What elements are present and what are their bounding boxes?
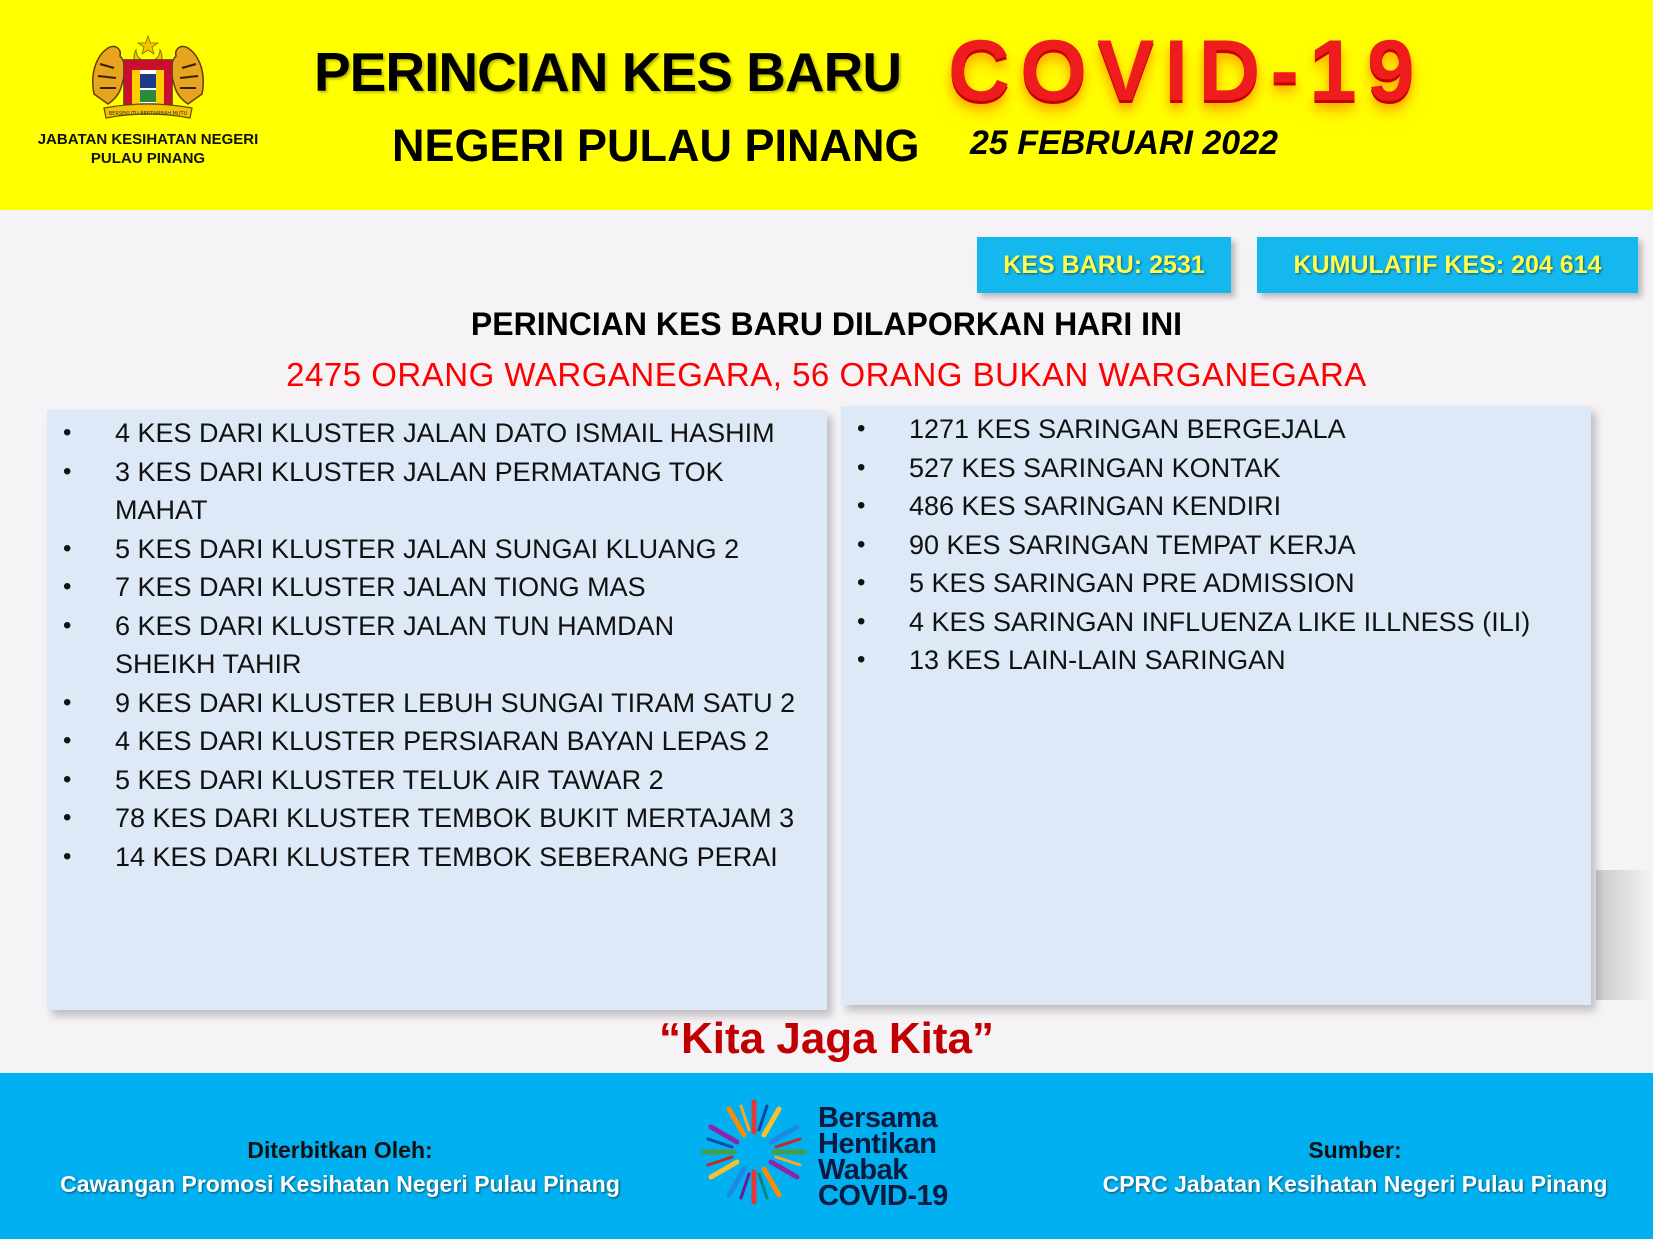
campaign-line2: Hentikan	[818, 1128, 937, 1160]
new-cases-badge: KES BARU: 2531	[977, 237, 1231, 293]
agency-name-line1: JABATAN KESIHATAN NEGERI	[37, 131, 259, 148]
section-title: PERINCIAN KES BARU DILAPORKAN HARI INI	[470, 306, 1183, 342]
cluster-panel	[47, 410, 827, 1010]
panel-shadow-decor	[1596, 870, 1653, 1000]
list-item: • 5 KES SARINGAN PRE ADMISSION	[909, 564, 1589, 603]
list-item: • 7 KES DARI KLUSTER JALAN TIONG MAS	[115, 568, 815, 607]
list-item: • 4 KES DARI KLUSTER JALAN DATO ISMAIL HASHIM	[115, 414, 815, 453]
list-item: • 6 KES DARI KLUSTER JALAN TUN HAMDAN SHEIKH TAHIR	[115, 607, 815, 684]
campaign-line4: COVID-19	[818, 1180, 948, 1212]
list-item: • 527 KES SARINGAN KONTAK	[909, 449, 1589, 488]
covid-title: COVID-19	[948, 23, 1425, 119]
agency-name-line2: PULAU PINANG	[90, 150, 206, 167]
list-item: • 4 KES DARI KLUSTER PERSIARAN BAYAN LEPAS 2	[115, 722, 815, 761]
list-item: • 5 KES DARI KLUSTER TELUK AIR TAWAR 2	[115, 761, 815, 800]
section-subtitle: 2475 ORANG WARGANEGARA, 56 ORANG BUKAN WARGANEGARA	[286, 356, 1367, 393]
screening-panel	[841, 406, 1591, 1005]
list-item: • 78 KES DARI KLUSTER TEMBOK BUKIT MERTAJAM 3	[115, 799, 815, 838]
state-title: NEGERI PULAU PINANG	[392, 120, 920, 171]
campaign-line1: Bersama	[818, 1102, 938, 1134]
campaign-text	[818, 1102, 948, 1212]
list-item: • 3 KES DARI KLUSTER JALAN PERMATANG TOK MAHAT	[115, 453, 815, 530]
list-item: • 90 KES SARINGAN TEMPAT KERJA	[909, 526, 1589, 565]
agency-name	[20, 130, 276, 168]
svg-text:BERSEKUTU BERTAMBAH MUTU: BERSEKUTU BERTAMBAH MUTU	[108, 111, 188, 117]
coat-of-arms-icon	[86, 34, 210, 124]
header-banner	[0, 0, 1653, 210]
sunburst-logo-icon	[700, 1098, 808, 1206]
publisher-block	[40, 1133, 640, 1201]
source-block	[1095, 1133, 1615, 1201]
report-date: 25 FEBRUARI 2022	[970, 124, 1279, 162]
list-item: • 14 KES DARI KLUSTER TEMBOK SEBERANG PERAI	[115, 838, 815, 877]
footer-banner	[0, 1073, 1653, 1239]
list-item: • 4 KES SARINGAN INFLUENZA LIKE ILLNESS (ILI)	[909, 603, 1589, 642]
publisher-name: Cawangan Promosi Kesihatan Negeri Pulau Pinang	[60, 1171, 620, 1197]
list-item: • 13 KES LAIN-LAIN SARINGAN	[909, 641, 1589, 680]
source-label: Sumber:	[1308, 1137, 1402, 1163]
cumulative-cases-badge: KUMULATIF KES: 204 614	[1257, 237, 1638, 293]
source-name: CPRC Jabatan Kesihatan Negeri Pulau Pinang	[1102, 1171, 1608, 1197]
list-item: • 9 KES DARI KLUSTER LEBUH SUNGAI TIRAM SATU 2	[115, 684, 815, 723]
publisher-label: Diterbitkan Oleh:	[247, 1137, 433, 1163]
cluster-list	[115, 414, 815, 876]
list-item: • 5 KES DARI KLUSTER JALAN SUNGAI KLUANG 2	[115, 530, 815, 569]
list-item: • 1271 KES SARINGAN BERGEJALA	[909, 410, 1589, 449]
list-item: • 486 KES SARINGAN KENDIRI	[909, 487, 1589, 526]
campaign-line3: Wabak	[818, 1154, 908, 1186]
slogan: “Kita Jaga Kita”	[659, 1014, 994, 1063]
main-title: PERINCIAN KES BARU	[314, 41, 902, 103]
screening-list	[909, 410, 1589, 680]
